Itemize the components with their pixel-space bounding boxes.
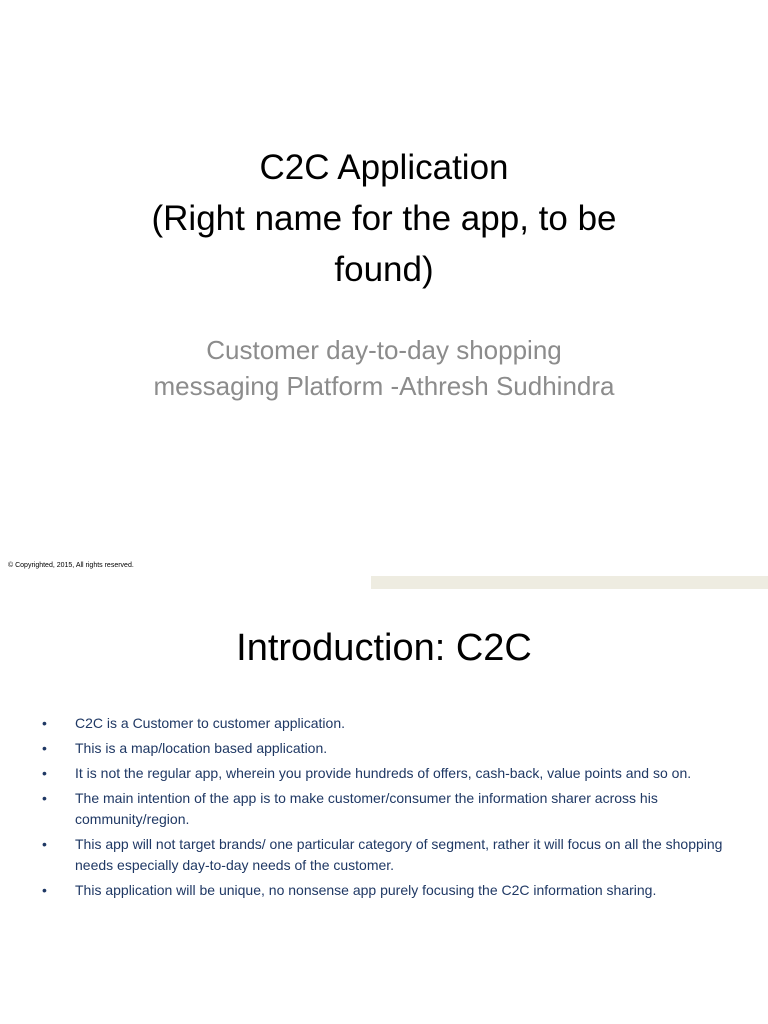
slide-title (40, 142, 728, 295)
intro-title: Introduction: C2C (236, 627, 532, 669)
title-line-2: (Right name for the app, to be (151, 199, 617, 238)
bullet-text: It is not the regular app, wherein you provide hundreds of offers, cash-back, value points and so on. (75, 765, 692, 781)
bullet-text: The main intention of the app is to make customer/consumer the information sharer across his community/region. (75, 790, 658, 827)
bullet-item (42, 763, 742, 784)
introduction-slide (0, 589, 768, 1024)
title-line-3: found) (334, 250, 434, 289)
copyright-notice: © Copyrighted, 2015, All rights reserved. (8, 562, 134, 569)
bullet-text: This application will be unique, no nonsense app purely focusing the C2C information sharing. (75, 882, 657, 898)
bullet-icon: • (42, 836, 47, 852)
bullet-icon: • (42, 882, 47, 898)
slide-separator (0, 576, 768, 589)
subtitle-line-1: Customer day-to-day shopping (206, 335, 562, 365)
bullet-icon: • (42, 740, 47, 756)
title-line-1: C2C Application (259, 148, 509, 187)
bullet-item (42, 738, 742, 759)
subtitle-line-2: messaging Platform -Athresh Sudhindra (153, 371, 615, 401)
bullet-item (42, 880, 742, 901)
bullet-icon: • (42, 790, 47, 806)
bullet-item (42, 788, 742, 830)
bullet-item (42, 713, 742, 734)
separator-bar (371, 576, 768, 589)
bullet-list (42, 713, 742, 905)
bullet-text: This app will not target brands/ one particular category of segment, rather it will focus on all the shopping needs especially day-to-day needs of the customer. (75, 836, 723, 873)
bullet-icon: • (42, 765, 47, 781)
bullet-text: This is a map/location based application. (75, 740, 328, 756)
bullet-text: C2C is a Customer to customer application. (75, 715, 345, 731)
slide-subtitle (60, 332, 708, 404)
bullet-item (42, 834, 742, 876)
bullet-icon: • (42, 715, 47, 731)
